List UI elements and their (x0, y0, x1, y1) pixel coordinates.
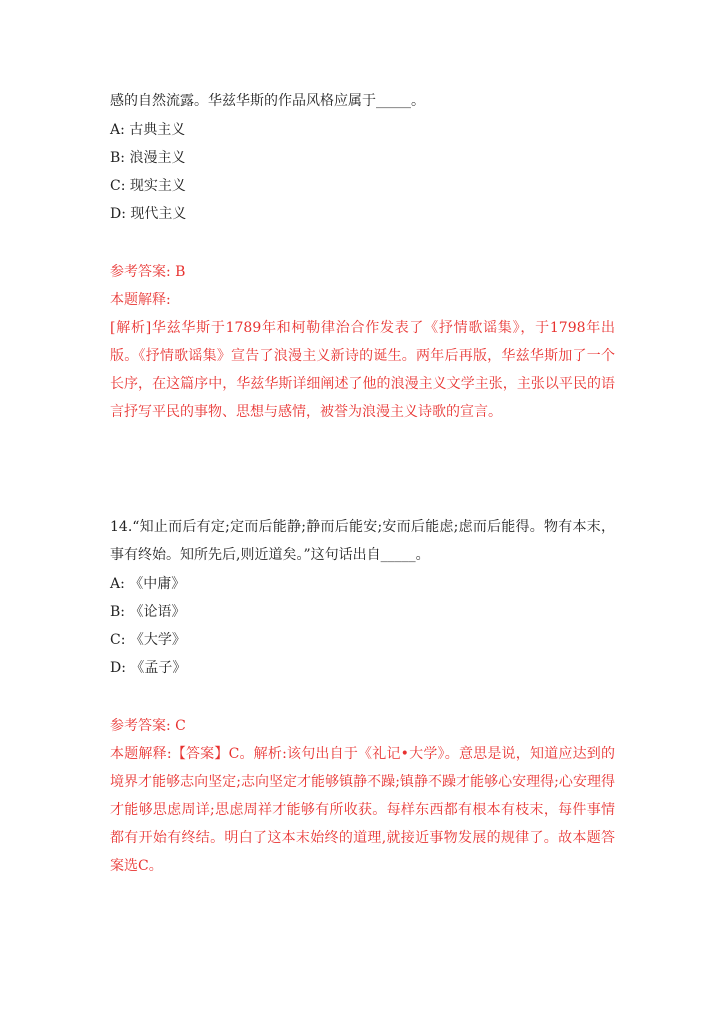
q14-option-a: A: 《中庸》 (110, 576, 186, 592)
q14-explanation: 本题解释:【答案】C。解析:该句出自于《礼记•大学》。意思是说，知道应达到的境界才能够志向坚定;志向坚定才能够镇静不躁;镇静不躁才能够心安理得;心安理得才能够思虑周详;思虑周祥才能够有所收获。每样东西都有根本有枝末，每件事情都有开始有终结。明白了这本末始终的道理,就接近事物发展的规律了。故本题答案选C。 (110, 746, 615, 874)
q13-option-d: D: 现代主义 (110, 206, 187, 222)
q14-answer: 参考答案: C (110, 718, 186, 734)
q14-option-b: B: 《论语》 (110, 604, 186, 620)
q14-option-c: C: 《大学》 (110, 632, 186, 648)
q13-stem-tail: 感的自然流露。华兹华斯的作品风格应属于_____。 (110, 93, 425, 109)
q13-answer: 参考答案: B (110, 264, 186, 280)
q13-option-c: C: 现实主义 (110, 178, 186, 194)
q14-option-d: D: 《孟子》 (110, 660, 187, 676)
q13-option-b: B: 浪漫主义 (110, 150, 186, 166)
q13-explanation: [解析]华兹华斯于1789年和柯勒律治合作发表了《抒情歌谣集》，于1798年出版。《抒情歌谣集》宣告了浪漫主义新诗的诞生。两年后再版，华兹华斯加了一个长序，在这篇序中，华兹华斯详细阐述了他的浪漫主义文学主张，主张以平民的语言抒写平民的事物、思想与感情，被誉为浪漫主义诗歌的宣言。 (110, 320, 615, 420)
q13-option-a: A: 古典主义 (110, 122, 186, 138)
q13-explain-label: 本题解释: (110, 292, 171, 308)
q14-stem: 14.“知止而后有定;定而后能静;静而后能安;安而后能虑;虑而后能得。物有本末，事有终始。知所先后,则近道矣。”这句话出自_____。 (110, 519, 615, 563)
